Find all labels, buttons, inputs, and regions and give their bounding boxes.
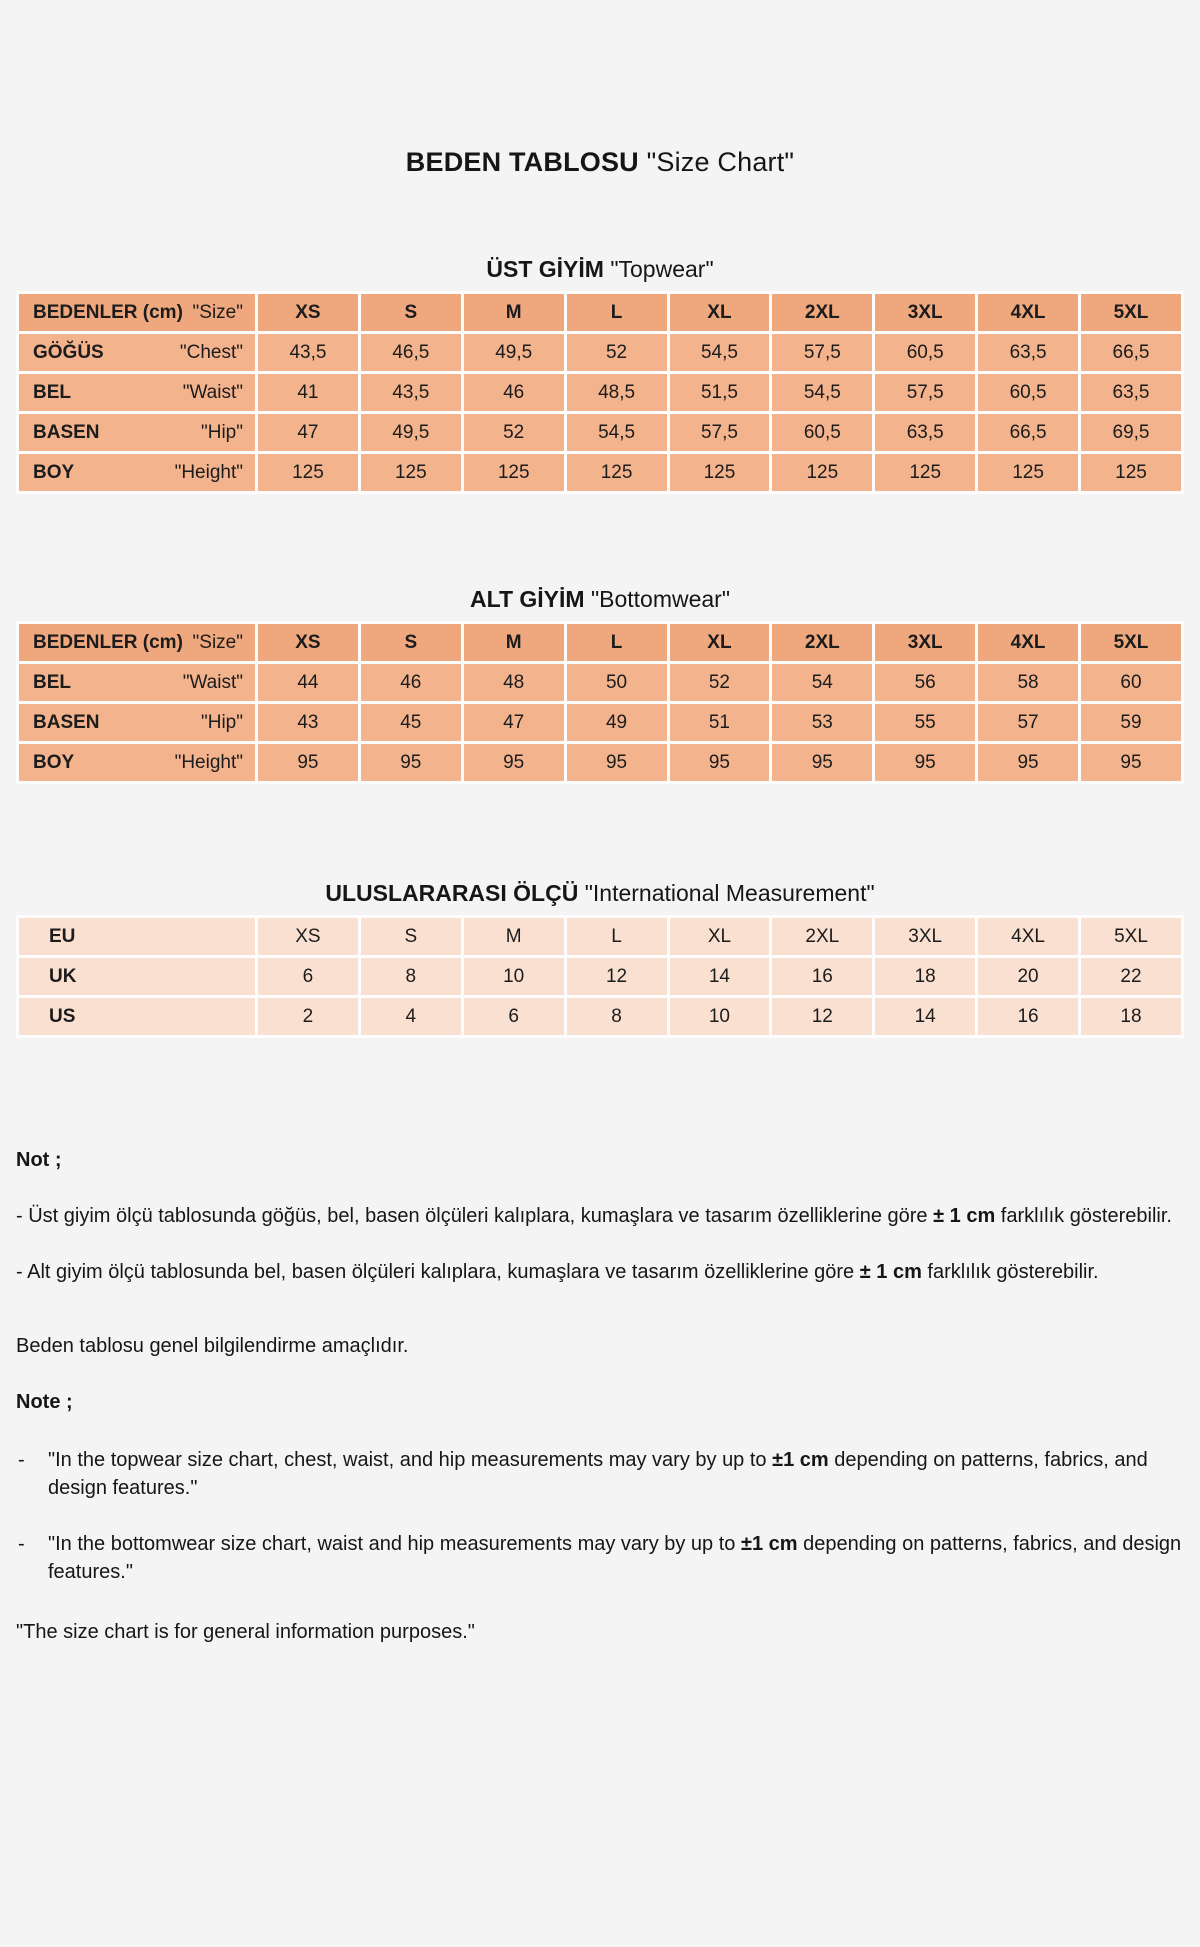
value-cell: S (361, 918, 461, 955)
value-cell: M (464, 918, 564, 955)
table-row (19, 918, 1181, 955)
value-cell: 12 (772, 998, 872, 1035)
value-cell: 95 (361, 744, 461, 781)
value-cell: L (567, 918, 667, 955)
value-cell: 60,5 (978, 374, 1078, 411)
value-cell: XS (258, 918, 358, 955)
value-cell: 14 (875, 998, 975, 1035)
value-cell: 125 (567, 454, 667, 491)
value-cell: 66,5 (978, 414, 1078, 451)
value-cell: 46 (361, 664, 461, 701)
value-cell: 16 (978, 998, 1078, 1035)
size-header-cell: 5XL (1081, 294, 1181, 331)
row-label-cell (19, 704, 255, 741)
value-cell: 10 (464, 958, 564, 995)
row-label: BASEN (33, 711, 100, 733)
row-label: US (49, 1005, 76, 1027)
size-header-cell: M (464, 294, 564, 331)
note-bold-tolerance: ±1 cm (772, 1449, 829, 1471)
value-cell: 43,5 (258, 334, 358, 371)
row-label: BOY (33, 461, 75, 483)
note-tr-general: Beden tablosu genel bilgilendirme amaçlıdır. (16, 1335, 409, 1357)
size-header-cell: M (464, 624, 564, 661)
value-cell: 4 (361, 998, 461, 1035)
note-bold-tolerance: ± 1 cm (859, 1261, 922, 1283)
note-text: farklılık gösterebilir. (921, 1261, 1099, 1283)
value-cell: 12 (567, 958, 667, 995)
row-label-cell (19, 294, 255, 331)
note-tr-bottomwear (16, 1258, 1182, 1286)
value-cell: 10 (670, 998, 770, 1035)
note-bold-tolerance: ±1 cm (740, 1533, 798, 1555)
size-header-cell: XL (670, 624, 770, 661)
value-cell: 41 (258, 374, 358, 411)
value-cell: 47 (258, 414, 358, 451)
value-cell: 43,5 (361, 374, 461, 411)
value-cell: 55 (875, 704, 975, 741)
note-text: - Alt giyim ölçü tablosunda bel, basen ölçüleri kalıplara, kumaşlara ve tasarım özelliklerine göre (16, 1261, 860, 1283)
value-cell: XL (670, 918, 770, 955)
note-tr-topwear (16, 1202, 1182, 1230)
section-heading-international (16, 880, 1184, 907)
row-label: BEDENLER (cm) (33, 301, 183, 323)
size-chart-document (0, 147, 1200, 1646)
value-cell: 48,5 (567, 374, 667, 411)
heading-bottomwear-en: "Bottomwear" (590, 586, 730, 612)
value-cell: 95 (978, 744, 1078, 781)
value-cell: 47 (464, 704, 564, 741)
heading-topwear-tr: ÜST GİYİM (486, 256, 604, 282)
size-header-cell: XS (258, 624, 358, 661)
value-cell: 18 (1081, 998, 1181, 1035)
value-cell: 49,5 (361, 414, 461, 451)
row-sublabel: "Hip" (201, 711, 243, 733)
row-label-cell (19, 624, 255, 661)
value-cell: 2XL (772, 918, 872, 955)
note-text: - Üst giyim ölçü tablosunda göğüs, bel, basen ölçüleri kalıplara, kumaşlara ve tasarım özelliklerine göre (16, 1205, 934, 1227)
value-cell: 52 (464, 414, 564, 451)
note-bold-tolerance: ± 1 cm (933, 1205, 996, 1227)
notes-tr-label: Not ; (16, 1149, 62, 1171)
value-cell: 58 (978, 664, 1078, 701)
row-label-cell (19, 414, 255, 451)
table-row (19, 704, 1181, 741)
row-label-cell (19, 918, 255, 955)
notes-en-label: Note ; (16, 1391, 73, 1413)
size-header-cell: S (361, 294, 461, 331)
value-cell: 52 (567, 334, 667, 371)
row-sublabel: "Size" (192, 301, 243, 323)
row-label: BEL (33, 381, 71, 403)
row-sublabel: "Hip" (201, 421, 243, 443)
value-cell: 57,5 (670, 414, 770, 451)
row-label: BEDENLER (cm) (33, 631, 183, 653)
note-en-general: "The size chart is for general information purposes." (16, 1621, 475, 1643)
value-cell: 125 (875, 454, 975, 491)
table-row (19, 998, 1181, 1035)
value-cell: 51,5 (670, 374, 770, 411)
row-label: EU (49, 925, 76, 947)
value-cell: 46 (464, 374, 564, 411)
table-row (19, 744, 1181, 781)
value-cell: 48 (464, 664, 564, 701)
bullet-dash: - (18, 1449, 25, 1471)
heading-topwear-en: "Topwear" (610, 256, 714, 282)
value-cell: 95 (1081, 744, 1181, 781)
value-cell: 6 (464, 998, 564, 1035)
value-cell: 125 (670, 454, 770, 491)
row-sublabel: "Height" (174, 751, 243, 773)
value-cell: 54,5 (670, 334, 770, 371)
value-cell: 52 (670, 664, 770, 701)
value-cell: 16 (772, 958, 872, 995)
international-table (16, 915, 1184, 1038)
note-text: "In the topwear size chart, chest, waist, and hip measurements may vary by up to (48, 1449, 773, 1471)
size-header-cell: 2XL (772, 624, 872, 661)
value-cell: 22 (1081, 958, 1181, 995)
heading-international-tr: ULUSLARARASI ÖLÇÜ (325, 880, 579, 906)
page-title (16, 147, 1184, 178)
table-row (19, 334, 1181, 371)
value-cell: 54,5 (772, 374, 872, 411)
value-cell: 2 (258, 998, 358, 1035)
value-cell: 95 (258, 744, 358, 781)
row-label-cell (19, 744, 255, 781)
value-cell: 63,5 (978, 334, 1078, 371)
note-en-bottomwear-text (36, 1530, 1182, 1586)
heading-bottomwear-tr: ALT GİYİM (470, 586, 585, 612)
value-cell: 46,5 (361, 334, 461, 371)
row-label: BOY (33, 751, 75, 773)
size-header-cell: 5XL (1081, 624, 1181, 661)
value-cell: 63,5 (1081, 374, 1181, 411)
bullet-dash: - (18, 1533, 25, 1555)
row-label: UK (49, 965, 77, 987)
value-cell: 57 (978, 704, 1078, 741)
row-label-cell (19, 958, 255, 995)
note-en-topwear-text (36, 1446, 1182, 1502)
value-cell: 54 (772, 664, 872, 701)
value-cell: 6 (258, 958, 358, 995)
row-sublabel: "Height" (174, 461, 243, 483)
value-cell: 4XL (978, 918, 1078, 955)
section-heading-topwear (16, 256, 1184, 283)
value-cell: 63,5 (875, 414, 975, 451)
value-cell: 57,5 (772, 334, 872, 371)
value-cell: 50 (567, 664, 667, 701)
heading-international-en: "International Measurement" (584, 880, 875, 906)
value-cell: 57,5 (875, 374, 975, 411)
value-cell: 125 (258, 454, 358, 491)
value-cell: 125 (772, 454, 872, 491)
value-cell: 95 (464, 744, 564, 781)
value-cell: 5XL (1081, 918, 1181, 955)
note-text: farklılık gösterebilir. (995, 1205, 1172, 1227)
value-cell: 95 (670, 744, 770, 781)
note-text: depending on patterns, fabrics, and design features." (48, 1533, 1182, 1583)
table-header-row (19, 294, 1181, 331)
size-header-cell: 4XL (978, 294, 1078, 331)
topwear-table (16, 291, 1184, 494)
value-cell: 125 (361, 454, 461, 491)
value-cell: 8 (567, 998, 667, 1035)
value-cell: 45 (361, 704, 461, 741)
size-header-cell: XS (258, 294, 358, 331)
row-sublabel: "Waist" (182, 381, 243, 403)
value-cell: 53 (772, 704, 872, 741)
value-cell: 125 (978, 454, 1078, 491)
row-label-cell (19, 334, 255, 371)
value-cell: 95 (567, 744, 667, 781)
value-cell: 14 (670, 958, 770, 995)
value-cell: 59 (1081, 704, 1181, 741)
size-header-cell: S (361, 624, 461, 661)
size-header-cell: 3XL (875, 294, 975, 331)
value-cell: 60,5 (772, 414, 872, 451)
size-header-cell: L (567, 294, 667, 331)
section-heading-bottomwear (16, 586, 1184, 613)
page-title-main: BEDEN TABLOSU (405, 147, 639, 177)
value-cell: 43 (258, 704, 358, 741)
table-row (19, 454, 1181, 491)
row-label: GÖĞÜS (33, 341, 104, 363)
notes-section (16, 1146, 1184, 1646)
row-sublabel: "Chest" (179, 341, 243, 363)
table-header-row (19, 624, 1181, 661)
value-cell: 8 (361, 958, 461, 995)
value-cell: 49 (567, 704, 667, 741)
table-row (19, 414, 1181, 451)
row-label-cell (19, 664, 255, 701)
value-cell: 54,5 (567, 414, 667, 451)
table-row (19, 664, 1181, 701)
table-row (19, 958, 1181, 995)
row-label-cell (19, 454, 255, 491)
size-header-cell: XL (670, 294, 770, 331)
note-en-bottomwear (16, 1530, 1182, 1586)
value-cell: 95 (772, 744, 872, 781)
value-cell: 49,5 (464, 334, 564, 371)
value-cell: 69,5 (1081, 414, 1181, 451)
row-label: BASEN (33, 421, 100, 443)
row-sublabel: "Waist" (182, 671, 243, 693)
table-row (19, 374, 1181, 411)
size-header-cell: 2XL (772, 294, 872, 331)
value-cell: 125 (1081, 454, 1181, 491)
bottomwear-table (16, 621, 1184, 784)
value-cell: 51 (670, 704, 770, 741)
page-title-sub: "Size Chart" (646, 147, 795, 177)
row-label-cell (19, 374, 255, 411)
value-cell: 3XL (875, 918, 975, 955)
value-cell: 60,5 (875, 334, 975, 371)
row-label: BEL (33, 671, 71, 693)
size-header-cell: 3XL (875, 624, 975, 661)
value-cell: 44 (258, 664, 358, 701)
value-cell: 20 (978, 958, 1078, 995)
value-cell: 95 (875, 744, 975, 781)
value-cell: 56 (875, 664, 975, 701)
note-text: depending on patterns, fabrics, and design features." (48, 1449, 1148, 1499)
value-cell: 18 (875, 958, 975, 995)
value-cell: 60 (1081, 664, 1181, 701)
note-en-topwear (16, 1446, 1182, 1502)
size-header-cell: 4XL (978, 624, 1078, 661)
size-header-cell: L (567, 624, 667, 661)
value-cell: 66,5 (1081, 334, 1181, 371)
value-cell: 125 (464, 454, 564, 491)
row-sublabel: "Size" (192, 631, 243, 653)
note-text: "In the bottomwear size chart, waist and hip measurements may vary by up to (48, 1533, 741, 1555)
row-label-cell (19, 998, 255, 1035)
